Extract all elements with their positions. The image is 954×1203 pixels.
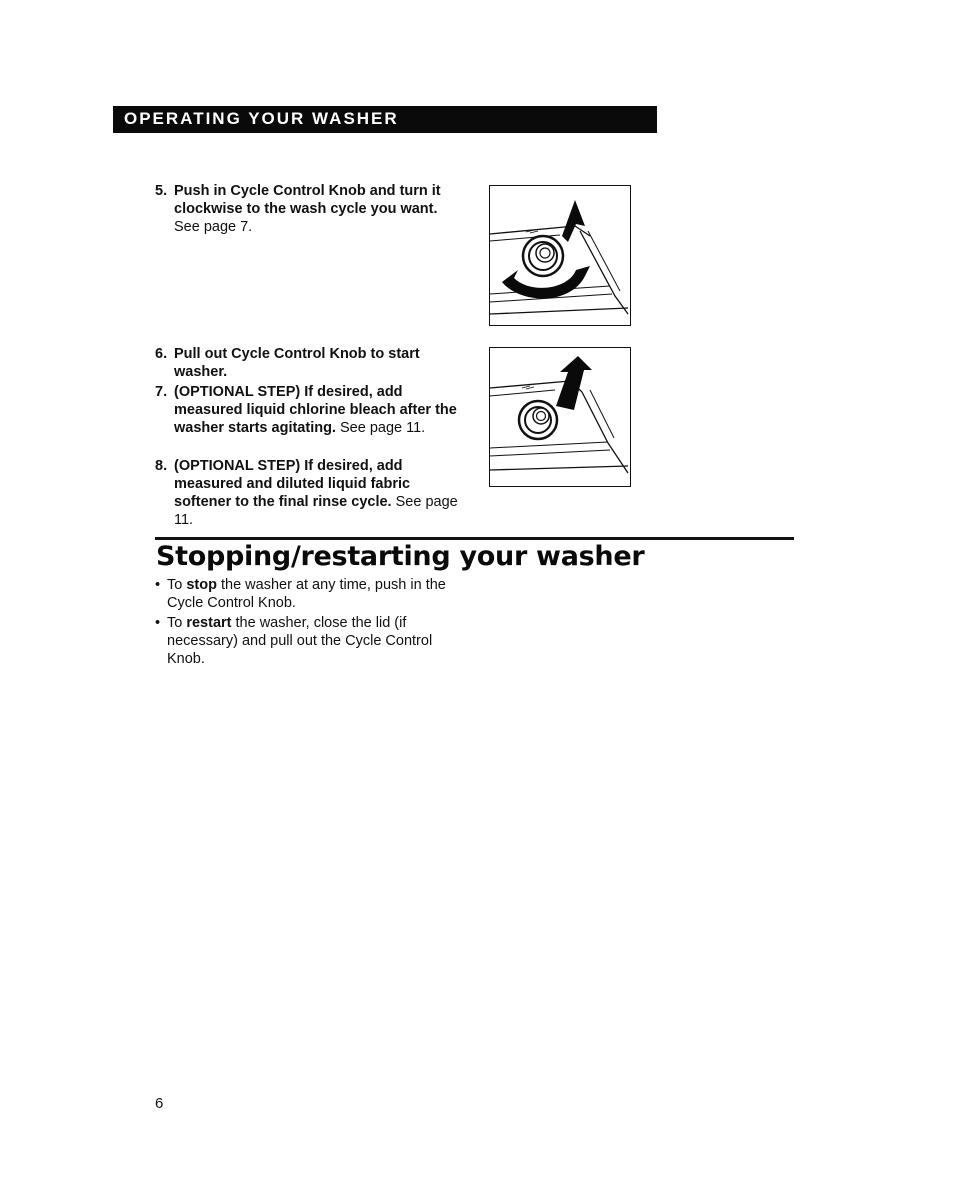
section-title: Stopping/restarting your washer [156,541,645,572]
bullet-icon: • [155,577,161,593]
step-instruction: (OPTIONAL STEP) If desired, add measured and diluted liquid fabric softener to the final rinse cycle. [174,458,411,510]
step-reference: See page 11. [340,420,426,436]
bullet-text: To [167,577,187,593]
step-number: 8. [155,458,168,474]
knob-push-turn-illustration [490,186,630,325]
bullet-keyword: stop [186,577,217,593]
section-banner [113,106,657,133]
step-instruction: (OPTIONAL STEP) If desired, add measured liquid chlorine bleach after the washer starts agitating. [174,384,457,436]
step-reference: See page 7. [174,219,253,235]
page-number: 6 [155,1095,164,1112]
knob-pull-out-figure [489,347,631,487]
step-number: 5. [155,183,168,199]
stop-bullet [155,576,455,612]
banner-title: OPERATING YOUR WASHER [124,109,399,128]
step-reference: See page 11. [174,494,458,528]
bullet-keyword: restart [186,615,232,631]
bullet-text: To [167,615,187,631]
section-divider [155,537,794,540]
step-5 [155,182,465,236]
step-number: 6. [155,346,168,362]
push-arrow-icon [562,200,585,242]
knob-icon [523,236,563,276]
step-number: 7. [155,384,168,400]
step-8 [155,457,465,529]
knob-push-turn-figure [489,185,631,326]
bullet-text: the washer at any time, push in the Cycle Control Knob. [167,577,446,611]
knob-icon [519,401,557,439]
bullet-icon: • [155,615,161,631]
step-instruction: Pull out Cycle Control Knob to start washer. [174,346,420,380]
step-7 [155,383,465,437]
restart-bullet [155,614,455,668]
step-6 [155,345,465,381]
step-instruction: Push in Cycle Control Knob and turn it clockwise to the wash cycle you want. [174,183,441,217]
bullet-text: the washer, close the lid (if necessary) and pull out the Cycle Control Knob. [167,615,433,667]
knob-pull-out-illustration [490,348,630,486]
